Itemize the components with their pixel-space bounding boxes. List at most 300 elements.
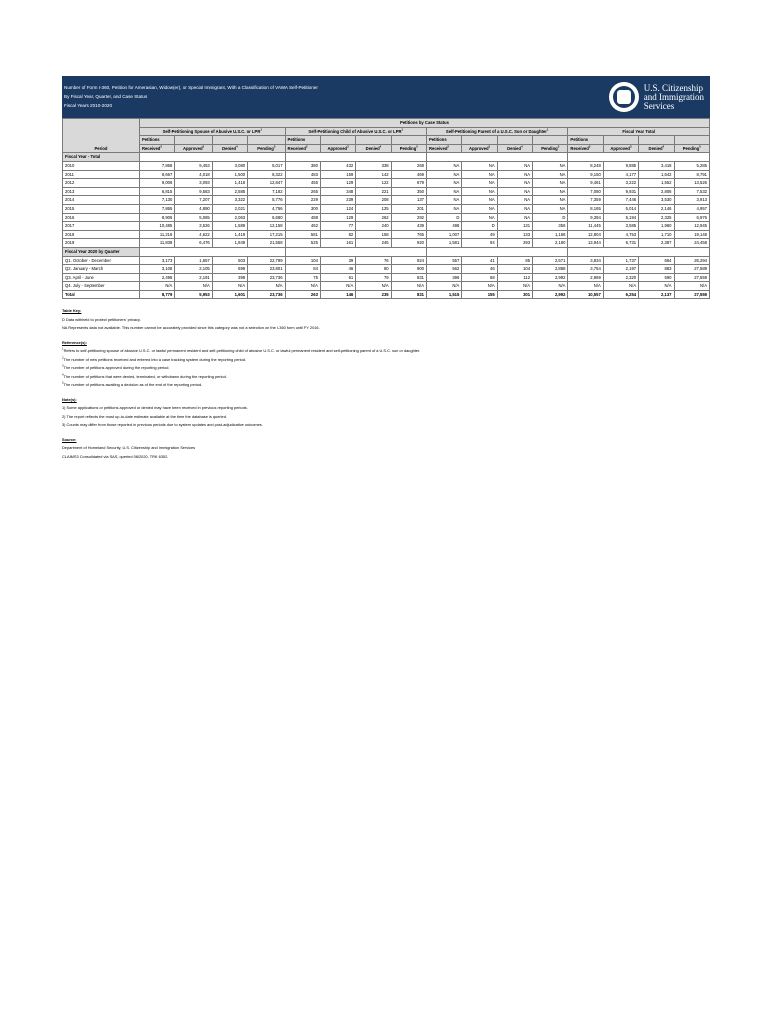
table-cell: NA [462,213,497,222]
table-cell: 1,737 [603,256,638,265]
col-header-received: Received$^2$ [285,144,320,153]
logo-text-line3: Services [643,100,675,111]
table-cell: N/A [568,282,603,291]
col-header-petitions: Petitions [139,136,174,145]
row-label: 2015 [63,204,140,213]
col-header-petitions [356,136,391,145]
table-cell: 8,248 [568,161,603,170]
col-header-petitions [391,136,426,145]
table-cell: 208 [356,196,391,205]
table-cell: 5,194 [603,213,638,222]
table-cell: 300 [285,204,320,213]
row-label: 2011 [63,170,140,179]
table-cell: 129 [320,213,355,222]
table-cell: NA [533,204,568,213]
table-cell: 469 [391,170,426,179]
table-cell: 1,581 [426,239,461,248]
table-cell: 7,865 [139,204,174,213]
table-cell: 2,320 [603,273,638,282]
table-cell: 380 [285,161,320,170]
table-cell: 2,146 [639,204,674,213]
table-key-heading: Table Key: [62,308,82,314]
table-cell: 2,992 [533,273,568,282]
table-cell: 301 [497,290,532,299]
section-spacer-cell [426,247,567,256]
table-cell: N/A [603,282,638,291]
table-cell: 9,583 [175,187,212,196]
super-header: Petitions by Case Status [139,119,709,128]
table-cell: N/A [391,282,426,291]
table-cell: 1,710 [639,230,674,239]
table-cell: 239 [320,196,355,205]
reference-line: $^5$The number of petitions awaiting a decision as of the end of the reporting period. [62,381,203,388]
petitions-table [62,118,710,299]
period-header: Period [94,145,108,151]
table-cell: 2,197 [603,265,638,274]
report-title: Number of Form I-360, Petition for Amerasian, Widow(er), or Special Immigrant, With a Classification of VAWA Self-Petitioner [64,85,318,90]
table-cell: 10,557 [568,290,603,299]
table-cell: 7,080 [568,187,603,196]
period-header-cell [63,119,140,153]
col-header-denied: Denied$^4$ [356,144,391,153]
source-line: Department of Homeland Security, U.S. Citizenship and Immigration Services [62,445,196,451]
group-header-fy-total: Fiscal Year Total [568,127,710,136]
table-cell: 129 [320,179,355,188]
table-cell: 679 [391,179,426,188]
row-label: Q4. July - September [63,282,140,291]
table-cell: 4,177 [603,170,638,179]
table-row [63,196,710,205]
col-header-petitions [603,136,638,145]
table-cell: 49 [462,230,497,239]
table-cell: 9,461 [568,179,603,188]
table-cell: 8,779 [139,290,174,299]
references-heading: Reference(s): [62,339,87,345]
col-header-approved: Approved$^3$ [603,144,638,153]
table-cell: 46 [320,265,355,274]
col-header-petitions [212,136,247,145]
table-cell: NA [497,179,532,188]
table-cell: N/A [497,282,532,291]
table-cell: 68 [462,273,497,282]
note-line: 2) The report reflects the most up-to-date estimate available at the time the database is queried. [62,413,227,419]
report-page [62,76,710,461]
table-cell: NA [426,196,461,205]
table-cell: D [533,213,568,222]
table-cell: 439 [391,222,426,231]
table-cell: 356 [533,222,568,231]
table-cell: 7,207 [175,196,212,205]
col-header-pending: Pending$^5$ [533,144,568,153]
table-cell: 1,515 [426,290,461,299]
table-cell: 6,976 [674,213,710,222]
table-cell: 229 [285,196,320,205]
table-cell: 924 [391,256,426,265]
table-cell: 21,558 [248,239,285,248]
table-cell: 23,801 [248,265,285,274]
row-label: 2019 [63,239,140,248]
table-cell: 159 [320,170,355,179]
table-cell: 2,137 [639,290,674,299]
table-cell: 503 [212,256,247,265]
col-header-petitions [462,136,497,145]
table-cell: 2,498 [139,273,174,282]
table-cell: 4,753 [603,230,638,239]
table-cell: 4,890 [175,204,212,213]
notes-block [62,307,710,461]
reference-line: $^1$Refers to self-petitioning spouse of abusive U.S.C. or lawful permanent resident and self-petitioning child of abusive U.S.C. or lawful permanent resident and self-petitioning parent of a U.S.C. son or daughter. [62,347,421,354]
section-spacer-cell [139,153,285,162]
table-cell: 2,585 [212,187,247,196]
table-cell: 1,960 [639,222,674,231]
table-cell: 8,322 [248,170,285,179]
col-header-received: Received$^2$ [426,144,461,153]
table-cell: 831 [391,273,426,282]
table-row [63,282,710,291]
table-cell: 883 [639,265,674,274]
table-cell: 1,168 [533,230,568,239]
table-row [63,230,710,239]
reference-line: $^4$The number of petitions that were denied, terminated, or withdrawn during the reporting period. [62,372,227,379]
table-cell: 525 [285,239,320,248]
section-spacer-cell [285,247,426,256]
row-label: 2016 [63,213,140,222]
col-header-petitions [639,136,674,145]
row-label: Q1. October - December [63,256,140,265]
table-cell: 1,589 [212,222,247,231]
table-cell: 262 [356,213,391,222]
col-header-petitions [674,136,710,145]
section-spacer-cell [139,247,285,256]
logo-text-line1: U.S. Citizenship [643,82,704,93]
table-cell: 455 [285,179,320,188]
table-cell: 483 [285,170,320,179]
table-cell: 2,992 [533,290,568,299]
table-cell: 7,532 [674,187,710,196]
table-cell: 699 [212,265,247,274]
col-header-denied: Denied$^4$ [639,144,674,153]
table-cell: 27,559 [674,273,710,282]
table-cell: 2,969 [568,273,603,282]
table-cell: 41 [462,256,497,265]
table-cell: 2,105 [175,265,212,274]
table-cell: N/A [356,282,391,291]
table-cell: N/A [175,282,212,291]
table-cell: 11,838 [139,239,174,248]
table-cell: 12,847 [248,179,285,188]
table-cell: N/A [320,282,355,291]
table-cell: 11,216 [139,230,174,239]
table-cell: 12,804 [568,230,603,239]
table-cell: 245 [356,239,391,248]
section-spacer-cell [568,247,710,256]
col-header-petitions: Petitions [568,136,603,145]
table-cell: 3,585 [603,222,638,231]
col-header-petitions [497,136,532,145]
col-header-approved: Approved$^3$ [175,144,212,153]
report-banner [62,76,710,118]
table-cell: 27,589 [674,265,710,274]
table-cell: NA [462,170,497,179]
table-cell: NA [497,213,532,222]
table-cell: 84 [285,265,320,274]
table-cell: 80 [356,265,391,274]
table-row [63,204,710,213]
table-cell: 7,182 [248,187,285,196]
table-cell: 396 [426,273,461,282]
table-cell: NA [462,196,497,205]
table-cell: 3,322 [212,196,247,205]
table-cell: 85 [497,256,532,265]
table-cell: NA [426,187,461,196]
table-cell: 4,957 [674,204,710,213]
table-cell: 23,736 [248,273,285,282]
col-header-received: Received$^2$ [139,144,174,153]
table-cell: 664 [639,256,674,265]
table-cell: 122 [356,179,391,188]
table-cell: 235 [356,290,391,299]
row-label: 2010 [63,161,140,170]
table-cell: 3,222 [603,179,638,188]
table-cell: 1,642 [639,170,674,179]
row-label: 2013 [63,187,140,196]
table-cell: 557 [426,256,461,265]
table-key-line: NA Represents data not available. This number cannot be accurately provided since this category was not a selection on the I-360 form until FY 2016. [62,325,320,331]
section-header-row [63,153,710,162]
table-cell: 590 [639,273,674,282]
table-cell: N/A [426,282,461,291]
row-label: 2014 [63,196,140,205]
table-cell: 13,944 [568,239,603,248]
col-header-petitions: Petitions [285,136,320,145]
section-title: Fiscal Year 2020 by Quarter [63,247,140,256]
table-cell: 104 [497,265,532,274]
table-cell: 146 [320,290,355,299]
table-cell: 2,325 [639,213,674,222]
table-cell: 900 [391,265,426,274]
col-header-pending: Pending$^5$ [391,144,426,153]
table-cell: 3,913 [674,196,710,205]
table-cell: NA [533,196,568,205]
note-line: 1) Some applications or petitions approved or denied may have been received in previous reporting periods. [62,405,248,411]
table-cell: 133 [497,230,532,239]
uscis-logo [609,77,704,117]
table-cell: 2,021 [212,204,247,213]
row-label: 2017 [63,222,140,231]
table-cell: 5,017 [248,161,285,170]
table-cell: 432 [320,161,355,170]
table-cell: NA [497,161,532,170]
section-spacer-cell [426,153,567,162]
table-cell: 462 [285,222,320,231]
table-cell: 3,418 [639,161,674,170]
table-cell: 268 [391,161,426,170]
table-cell: NA [462,161,497,170]
table-cell: 8,906 [139,213,174,222]
table-cell: NA [533,187,568,196]
col-header-pending: Pending$^5$ [674,144,710,153]
table-cell: NA [533,161,568,170]
row-label: Q3. April - June [63,273,140,282]
table-cell: 2,063 [212,213,247,222]
source-line: CLAIMS3 Consolidated via SAS, queried 08/2020, TRK 6352. [62,453,169,459]
table-cell: 3,080 [212,161,247,170]
table-cell: 61 [320,273,355,282]
table-row [63,187,710,196]
table-cell: 765 [391,230,426,239]
table-cell: 94 [462,239,497,248]
table-cell: 3,173 [139,256,174,265]
table-cell: 2,180 [533,239,568,248]
table-cell: 158 [356,230,391,239]
table-cell: 9,006 [139,179,174,188]
table-cell: N/A [139,282,174,291]
table-row [63,222,710,231]
table-cell: 11,445 [568,222,603,231]
table-row [63,256,710,265]
table-cell: 4,756 [248,204,285,213]
table-cell: 488 [285,213,320,222]
table-cell: 3,754 [568,265,603,274]
table-cell: 131 [497,222,532,231]
table-cell: 17,215 [248,230,285,239]
notes-heading: Note(s): [62,396,77,402]
table-cell: N/A [212,282,247,291]
table-cell: 104 [285,256,320,265]
table-cell: NA [462,187,497,196]
table-cell: 46 [462,265,497,274]
table-cell: 240 [356,222,391,231]
table-cell: 7,868 [139,161,174,170]
table-cell: NA [497,170,532,179]
table-cell: 6,254 [603,290,638,299]
table-cell: 831 [391,290,426,299]
col-header-petitions [175,136,212,145]
col-header-petitions [248,136,285,145]
col-header-petitions: Petitions [426,136,461,145]
section-spacer-cell [285,153,426,162]
table-cell: 24,458 [674,239,710,248]
table-cell: 7,446 [603,196,638,205]
group-header-spouse: Self-Petitioning Spouse of Abusive U.S.C. or LPR$^1$ [139,127,285,136]
table-cell: 1,007 [426,230,461,239]
table-cell: 6,680 [248,213,285,222]
table-cell: 399 [212,273,247,282]
table-cell: 4,018 [175,170,212,179]
note-line: 3) Counts may differ from those reported in previous periods due to system updates and post-adjudicative outcomes. [62,422,263,428]
table-cell: 26,294 [674,256,710,265]
table-row [63,161,710,170]
dhs-seal-icon [609,82,639,112]
table-cell: 12,945 [674,222,710,231]
table-row [63,265,710,274]
table-cell: D [462,222,497,231]
table-cell: 1,500 [212,170,247,179]
table-cell: N/A [639,282,674,291]
table-cell: 161 [320,239,355,248]
table-cell: NA [426,204,461,213]
reference-line: $^2$The number of new petitions received and entered into a case tracking system during the reporting period. [62,355,247,362]
table-cell: 2,888 [533,265,568,274]
reference-line: $^3$The number of petitions approved during the reporting period. [62,364,170,371]
report-fiscal-years: Fiscal Years 2010-2020 [64,103,113,108]
table-cell: 75 [285,273,320,282]
col-header-received: Received$^2$ [568,144,603,153]
table-cell: N/A [462,282,497,291]
table-key-line: D Data withheld to protect petitioners' privacy. [62,316,141,322]
table-cell: 82 [320,230,355,239]
table-cell: 2,387 [639,239,674,248]
table-cell: NA [533,179,568,188]
table-cell: 3,108 [139,265,174,274]
table-cell: 155 [462,290,497,299]
col-header-approved: Approved$^3$ [462,144,497,153]
table-cell: 12,158 [248,222,285,231]
table-cell: 3,530 [639,196,674,205]
table-cell: 1,849 [212,239,247,248]
table-cell: NA [426,170,461,179]
table-cell: 7,359 [568,196,603,205]
table-cell: 6,476 [175,239,212,248]
report-title-block [64,83,318,110]
table-cell: 263 [285,290,320,299]
table-cell: N/A [533,282,568,291]
table-cell: 137 [391,196,426,205]
table-cell: 2,191 [175,273,212,282]
report-subtitle: By Fiscal Year, Quarter, and Case Status [64,94,148,99]
table-cell: 9,150 [568,170,603,179]
col-header-petitions [320,136,355,145]
col-header-pending: Pending$^5$ [248,144,285,153]
table-cell: 5,285 [674,161,710,170]
table-row [63,273,710,282]
table-row [63,213,710,222]
table-cell: NA [497,196,532,205]
table-row [63,239,710,248]
table-cell: 6,815 [139,187,174,196]
row-label: Q2. January - March [63,265,140,274]
table-cell: 19,148 [674,230,710,239]
table-cell: 7,130 [139,196,174,205]
table-cell: 1,601 [212,290,247,299]
table-cell: 3,526 [175,222,212,231]
table-cell: 5,953 [175,290,212,299]
table-cell: NA [497,204,532,213]
table-cell: NA [462,204,497,213]
table-cell: 5,065 [175,213,212,222]
table-cell: 350 [391,187,426,196]
table-row [63,179,710,188]
table-cell: 9,931 [603,187,638,196]
table-cell: 5,014 [603,204,638,213]
table-cell: 581 [285,230,320,239]
table-cell: NA [533,170,568,179]
table-cell: 498 [426,222,461,231]
table-cell: 338 [356,161,391,170]
table-cell: 39 [320,256,355,265]
table-cell: NA [426,161,461,170]
table-cell: 22,799 [248,256,285,265]
table-cell: 1,552 [639,179,674,188]
row-label: 2018 [63,230,140,239]
table-cell: 920 [391,239,426,248]
table-cell: 3,093 [175,179,212,188]
table-cell: 4,622 [175,230,212,239]
table-cell: 562 [426,265,461,274]
table-cell: D [426,213,461,222]
table-cell: 9,394 [568,213,603,222]
table-cell: 348 [320,187,355,196]
